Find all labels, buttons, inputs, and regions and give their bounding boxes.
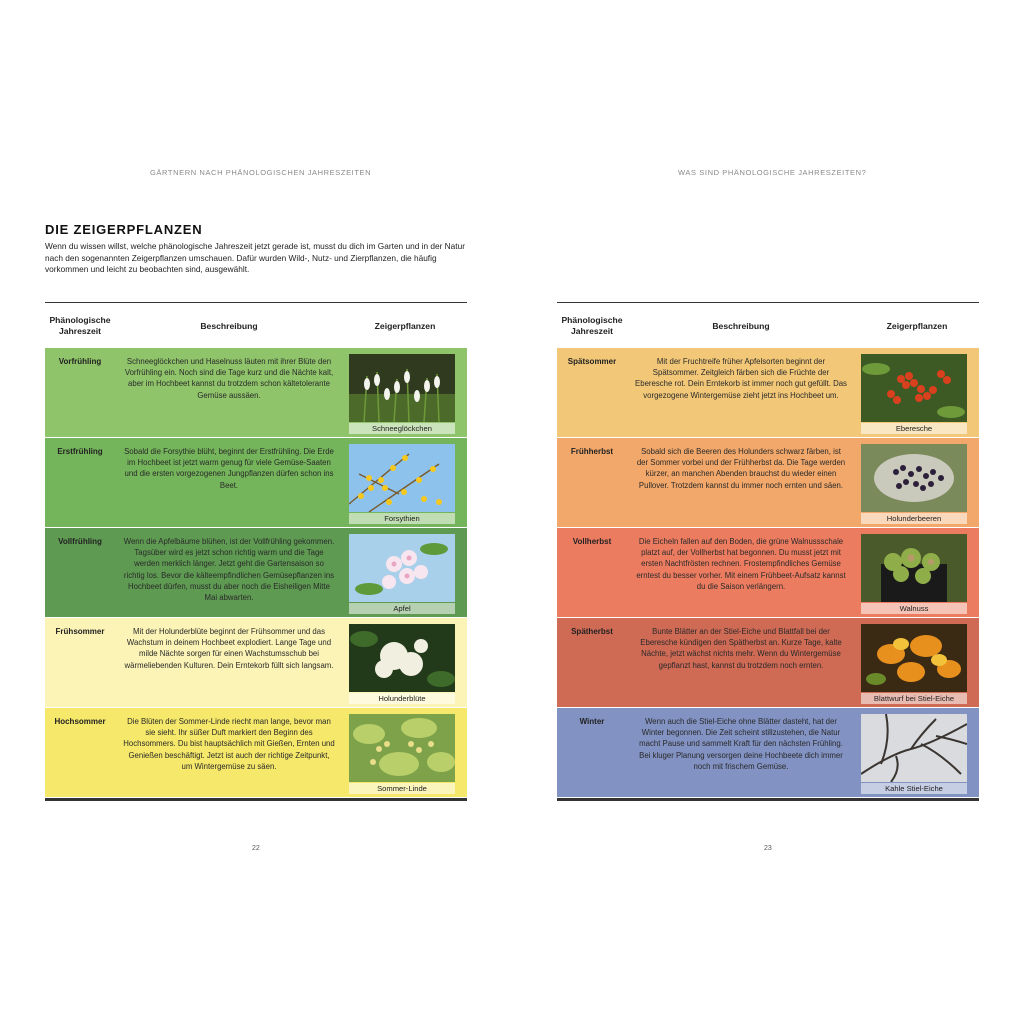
season-cell: Spätsommer xyxy=(567,357,617,366)
plant-cell xyxy=(855,618,979,707)
header-season: Phänologische Jahreszeit xyxy=(561,314,623,336)
plant-caption: Kahle Stiel-Eiche xyxy=(861,783,967,794)
table-row xyxy=(45,528,467,618)
plant-cell xyxy=(343,438,467,527)
plant-cell xyxy=(343,528,467,617)
page-number-right: 23 xyxy=(764,845,772,852)
running-head-right: WAS SIND PHÄNOLOGISCHE JAHRESZEITEN? xyxy=(678,168,867,177)
elderflower-photo-icon xyxy=(349,624,455,692)
plant-caption: Holunderblüte xyxy=(349,693,455,704)
running-head-left: GÄRTNERN NACH PHÄNOLOGISCHEN JAHRESZEITEN xyxy=(150,168,372,177)
plant-cell xyxy=(343,708,467,797)
table-row xyxy=(557,438,979,528)
table-row xyxy=(557,708,979,798)
forsythia-photo-icon xyxy=(349,444,455,512)
season-cell: Vollherbst xyxy=(572,537,612,546)
table-header xyxy=(45,302,467,348)
description-cell: Wenn auch die Stiel-Eiche ohne Blätter dasteht, hat der Winter begonnen. Die Zeit scheint stillzustehen, die Natur macht Pause und sammelt Kraft für den nächsten Frühling. Bei kluger Planung versorgen deine Hochbeete dich immer noch mit frischem Gemüse. xyxy=(639,717,843,771)
season-cell: Vollfrühling xyxy=(58,537,102,546)
intro-paragraph: Wenn du wissen willst, welche phänologische Jahreszeit jetzt gerade ist, musst du dich im Garten und in der Natur nach den sogenannten Zeigerpflanzen umschauen. Dafür wurden Wild-, Nutz- und Zierpflanzen, die häufig vorkommen und leicht zu beobachten sind, ausgewählt. xyxy=(45,241,465,275)
table-row xyxy=(45,708,467,798)
oak-leaves-photo-icon xyxy=(861,624,967,692)
plant-caption: Holunderbeeren xyxy=(861,513,967,524)
header-plants: Zeigerpflanzen xyxy=(886,320,948,331)
plant-caption: Forsythien xyxy=(349,513,455,524)
plant-cell xyxy=(855,708,979,797)
plant-caption: Schneeglöckchen xyxy=(349,423,455,434)
header-season: Phänologische Jahreszeit xyxy=(49,314,111,336)
table-row xyxy=(557,348,979,438)
plant-cell xyxy=(855,438,979,527)
plant-cell xyxy=(343,618,467,707)
plant-cell xyxy=(855,528,979,617)
linden-photo-icon xyxy=(349,714,455,782)
header-description: Beschreibung xyxy=(712,320,770,331)
description-cell: Sobald sich die Beeren des Holunders schwarz färben, ist der Sommer vorbei und der Frühherbst da. Die Tage werden kürzer, an manchen Abenden brauchst du wieder einen Pullover. Trotzdem kannst du immer noch ernten und säen. xyxy=(636,447,846,490)
description-cell: Mit der Holunderblüte beginnt der Frühsommer und das Wachstum in deinem Hochbeet explodiert. Lange Tage und milde Nächte sorgen für einen Wachstumsschub bei wärmeliebenden Kulturen. Dein Erntekorb füllt sich langsam. xyxy=(124,627,334,670)
plant-cell xyxy=(343,348,467,437)
header-description: Beschreibung xyxy=(200,320,258,331)
plant-cell xyxy=(855,348,979,437)
walnut-photo-icon xyxy=(861,534,967,602)
description-cell: Bunte Blätter an der Stiel-Eiche und Blattfall bei der Eberesche kündigen den Spätherbst an. Kurze Tage, kalte Nächte, jetzt wächst nichts mehr. Wenn du Wintergemüse gepflanzt hast, kannst du trotzdem noch ernten. xyxy=(640,627,842,670)
season-cell: Winter xyxy=(579,717,605,726)
table-left xyxy=(45,302,467,801)
table-row xyxy=(557,618,979,708)
apple-blossom-photo-icon xyxy=(349,534,455,602)
table-row xyxy=(45,348,467,438)
plant-caption: Sommer-Linde xyxy=(349,783,455,794)
plant-caption: Blattwurf bei Stiel-Eiche xyxy=(861,693,967,704)
season-cell: Frühherbst xyxy=(570,447,614,456)
snowdrop-photo-icon xyxy=(349,354,455,422)
season-cell: Hochsommer xyxy=(54,717,106,726)
season-cell: Spätherbst xyxy=(571,627,613,636)
description-cell: Die Blüten der Sommer-Linde riecht man lange, bevor man sie sieht. Ihr süßer Duft markiert den Beginn des Hochsommers. Du bist hauptsächlich mit Gießen, Ernten und Genießen beschäftigt. Jetzt ist auch der richtige Zeitpunkt, um Wintergemüse zu säen. xyxy=(123,717,335,771)
description-cell: Mit der Fruchtreife früher Apfelsorten beginnt der Spätsommer. Zeitgleich färben sich die Früchte der Eberesche rot. Dein Erntekorb ist immer noch gut gefüllt. Das vorgezogene Wintergemüse zieht jetzt ins Hochbeet um. xyxy=(635,357,847,400)
plant-caption: Walnuss xyxy=(861,603,967,614)
table-bottom-rule xyxy=(45,798,467,801)
table-row xyxy=(45,438,467,528)
plant-caption: Apfel xyxy=(349,603,455,614)
description-cell: Wenn die Apfelbäume blühen, ist der Vollfrühling gekommen. Tagsüber wird es jetzt schon richtig warm und die Tage werden merklich länger. Jetzt geht die Gartensaison so richtig los. Bevor die kälteempfindlichen Gemüsepflanzen ins Hochbeet dürfen, musst du aber noch die Eisheiligen Mitte Mai abwarten. xyxy=(123,537,335,603)
description-cell: Sobald die Forsythie blüht, beginnt der Erstfrühling. Die Erde im Hochbeet ist jetzt warm genug für viele Gemüse-Saaten und die ersten vorgezogenen Jungpflanzen dürfen schon ins Beet. xyxy=(124,447,334,490)
season-cell: Frühsommer xyxy=(55,627,105,636)
page-number-left: 22 xyxy=(252,845,260,852)
bare-oak-photo-icon xyxy=(861,714,967,782)
season-cell: Vorfrühling xyxy=(58,357,102,366)
season-cell: Erstfrühling xyxy=(57,447,103,456)
table-row xyxy=(45,618,467,708)
plant-caption: Eberesche xyxy=(861,423,967,434)
description-cell: Schneeglöckchen und Haselnuss läuten mit ihrer Blüte den Vorfrühling ein. Noch sind die Tage kurz und die Nächte kalt, aber im Hochbeet kannst du trotzdem schon kältetolerante Gemüse aussäen. xyxy=(124,357,334,400)
description-cell: Die Eicheln fallen auf den Boden, die grüne Walnussschale platzt auf, der Vollherbst hat begonnen. Du musst jetzt mit ersten Nachtfrösten rechnen. Frostempfindliches Gemüse erntest du besser vorher. Mit einem Frühbeet-Aufsatz kannst du die Saison verlängern. xyxy=(636,537,846,591)
section-title: DIE ZEIGERPFLANZEN xyxy=(45,222,203,237)
table-right xyxy=(557,302,979,801)
table-row xyxy=(557,528,979,618)
header-plants: Zeigerpflanzen xyxy=(374,320,436,331)
rowan-photo-icon xyxy=(861,354,967,422)
table-header xyxy=(557,302,979,348)
table-bottom-rule xyxy=(557,798,979,801)
elderberry-photo-icon xyxy=(861,444,967,512)
